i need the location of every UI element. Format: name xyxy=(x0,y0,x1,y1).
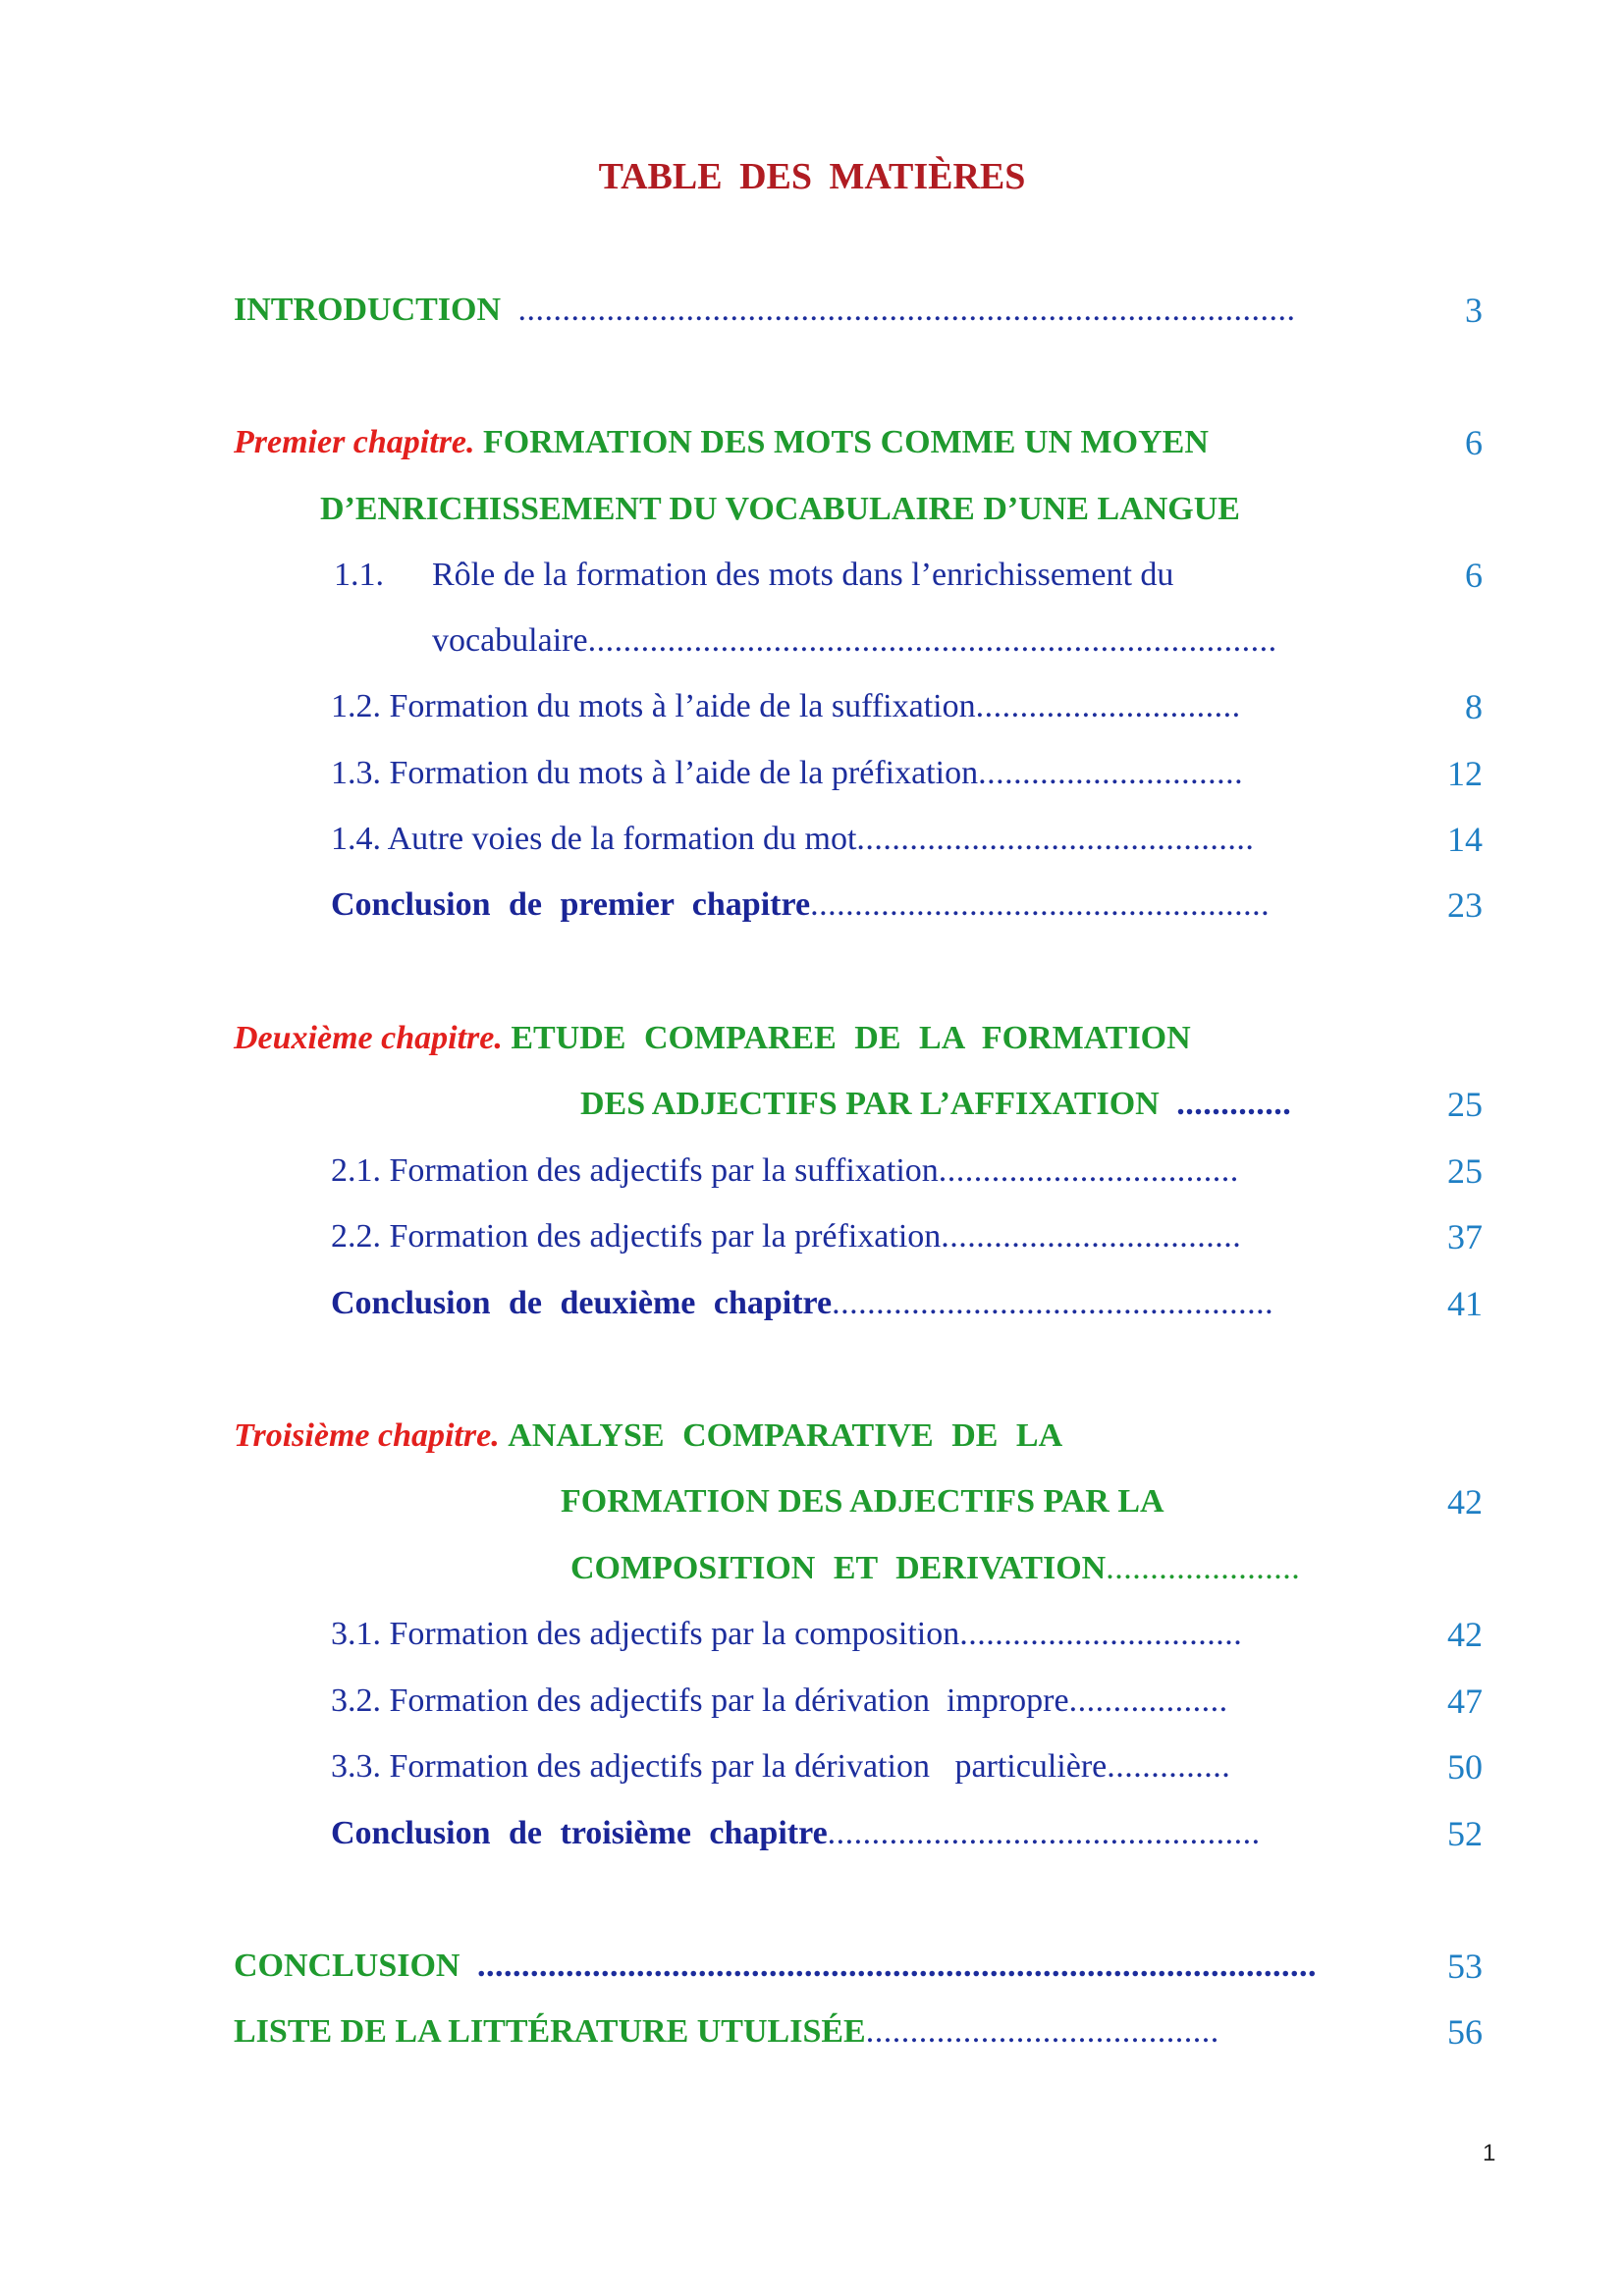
entry-label: Conclusion de deuxième chapitre xyxy=(331,1285,833,1321)
chapter2-title-line1: ETUDE COMPAREE DE LA FORMATION xyxy=(511,1020,1191,1056)
toc-entry-conclusion xyxy=(234,1945,1317,1988)
chapter3-title-line3-row xyxy=(570,1547,1300,1590)
entry-label: 3.2. Formation des adjectifs par la dérivation impropre xyxy=(331,1682,1069,1719)
entry-label: 3.3. Formation des adjectifs par la dérivation particulière xyxy=(331,1748,1108,1785)
entry-label: 2.1. Formation des adjectifs par la suffixation xyxy=(331,1152,939,1189)
leader-dots: ........................................ xyxy=(865,2013,1219,2050)
page-ref-1-2: 8 xyxy=(1465,687,1483,726)
toc-entry-literature xyxy=(234,2010,1219,2054)
chapter3-title-line1: ANALYSE COMPARATIVE DE LA xyxy=(508,1417,1063,1454)
page-ref-2-2: 37 xyxy=(1447,1217,1483,1256)
leader-dots: ............. xyxy=(1167,1086,1292,1122)
toc-entry-introduction xyxy=(234,289,1296,332)
chapter1-prefix: Premier chapitre. xyxy=(234,424,475,460)
toc-entry-3-3 xyxy=(331,1745,1230,1789)
page-ref-chapter1: 6 xyxy=(1465,423,1483,462)
toc-entry-chapter3-conclusion xyxy=(331,1812,1261,1855)
entry-label: 1.2. Formation du mots à l’aide de la suffixation xyxy=(331,688,976,724)
chapter3-heading xyxy=(234,1415,1062,1458)
entry-label: INTRODUCTION xyxy=(234,292,502,328)
page-ref-chapter3: 42 xyxy=(1447,1482,1483,1522)
toc-entry-1-4 xyxy=(331,818,1254,861)
page-ref-introduction: 3 xyxy=(1465,291,1483,330)
chapter3-prefix: Troisième chapitre. xyxy=(234,1417,500,1454)
chapter1-heading xyxy=(234,421,1209,464)
leader-dots: .................................................... xyxy=(810,886,1271,923)
toc-entry-chapter1-conclusion xyxy=(331,883,1270,927)
leader-dots: .............................. xyxy=(978,755,1244,791)
page-ref-literature: 56 xyxy=(1447,2012,1483,2052)
page-ref-chapter1-conclusion: 23 xyxy=(1447,885,1483,925)
page-ref-chapter3-conclusion: 52 xyxy=(1447,1814,1483,1853)
page-ref-chapter2: 25 xyxy=(1447,1085,1483,1124)
entry-label: Conclusion de premier chapitre xyxy=(331,886,811,923)
entry-label: CONCLUSION xyxy=(234,1948,460,1984)
entry-label: 1.4. Autre voies de la formation du mot xyxy=(331,821,857,857)
chapter3-title-line3: COMPOSITION ET DERIVATION xyxy=(570,1550,1107,1586)
chapter1-title-line2: D’ENRICHISSEMENT DU VOCABULAIRE D’UNE LANGUE xyxy=(320,491,1240,527)
toc-entry-1-1-line2 xyxy=(432,619,1277,663)
leader-dots: .................................. xyxy=(941,1218,1242,1255)
entry-label: Conclusion de troisième chapitre xyxy=(331,1815,828,1851)
toc-entry-3-2 xyxy=(331,1680,1228,1723)
page-number: 1 xyxy=(1483,2140,1496,2166)
page-ref-3-3: 50 xyxy=(1447,1747,1483,1787)
leader-dots: ........................................................................................ xyxy=(509,292,1296,328)
page-ref-1-4: 14 xyxy=(1447,820,1483,859)
page-title: TABLE DES MATIÈRES xyxy=(598,156,1026,197)
page-ref-1-1: 6 xyxy=(1465,556,1483,595)
leader-dots: .............. xyxy=(1107,1748,1231,1785)
toc-entry-1-2 xyxy=(331,685,1241,728)
page-ref-2-1: 25 xyxy=(1447,1151,1483,1191)
leader-dots: .............................................................................. xyxy=(587,622,1277,659)
leader-dots: ...................... xyxy=(1106,1550,1301,1586)
entry-label: 3.1. Formation des adjectifs par la composition xyxy=(331,1616,960,1652)
leader-dots: .............................. xyxy=(975,688,1241,724)
chapter1-title-line1: FORMATION DES MOTS COMME UN MOYEN xyxy=(483,424,1209,460)
toc-entry-chapter2-conclusion xyxy=(331,1282,1273,1325)
leader-dots: ................................ xyxy=(959,1616,1243,1652)
chapter2-prefix: Deuxième chapitre. xyxy=(234,1020,503,1056)
entry-label: 1.3. Formation du mots à l’aide de la préfixation xyxy=(331,755,979,791)
toc-entry-3-1 xyxy=(331,1613,1242,1656)
toc-entry-1-3 xyxy=(331,752,1243,795)
page-ref-chapter2-conclusion: 41 xyxy=(1447,1284,1483,1323)
chapter2-title-line2: DES ADJECTIFS PAR L’AFFIXATION xyxy=(580,1086,1160,1122)
page-ref-1-3: 12 xyxy=(1447,754,1483,793)
page-ref-conclusion: 53 xyxy=(1447,1947,1483,1986)
toc-entry-2-1 xyxy=(331,1149,1239,1193)
leader-dots: ............................................................................................... xyxy=(467,1948,1317,1984)
chapter3-title-line2: FORMATION DES ADJECTIFS PAR LA xyxy=(561,1483,1164,1520)
page-ref-3-2: 47 xyxy=(1447,1682,1483,1721)
leader-dots: ............................................. xyxy=(856,821,1255,857)
toc-entry-1-1-number: 1.1. xyxy=(334,557,384,593)
leader-dots: .................................. xyxy=(938,1152,1239,1189)
chapter2-title-line2-row xyxy=(580,1083,1291,1126)
leader-dots: .................................................. xyxy=(832,1285,1274,1321)
leader-dots: ................................................. xyxy=(827,1815,1261,1851)
leader-dots: .................. xyxy=(1068,1682,1228,1719)
entry-label: LISTE DE LA LITTÉRATURE UTULISÉE xyxy=(234,2013,866,2050)
chapter2-heading xyxy=(234,1017,1191,1060)
entry-label: 2.2. Formation des adjectifs par la préfixation xyxy=(331,1218,942,1255)
page-ref-3-1: 42 xyxy=(1447,1615,1483,1654)
entry-label: vocabulaire xyxy=(432,622,588,659)
toc-entry-2-2 xyxy=(331,1215,1241,1258)
toc-entry-1-1-line1: Rôle de la formation des mots dans l’enrichissement du xyxy=(432,557,1174,593)
